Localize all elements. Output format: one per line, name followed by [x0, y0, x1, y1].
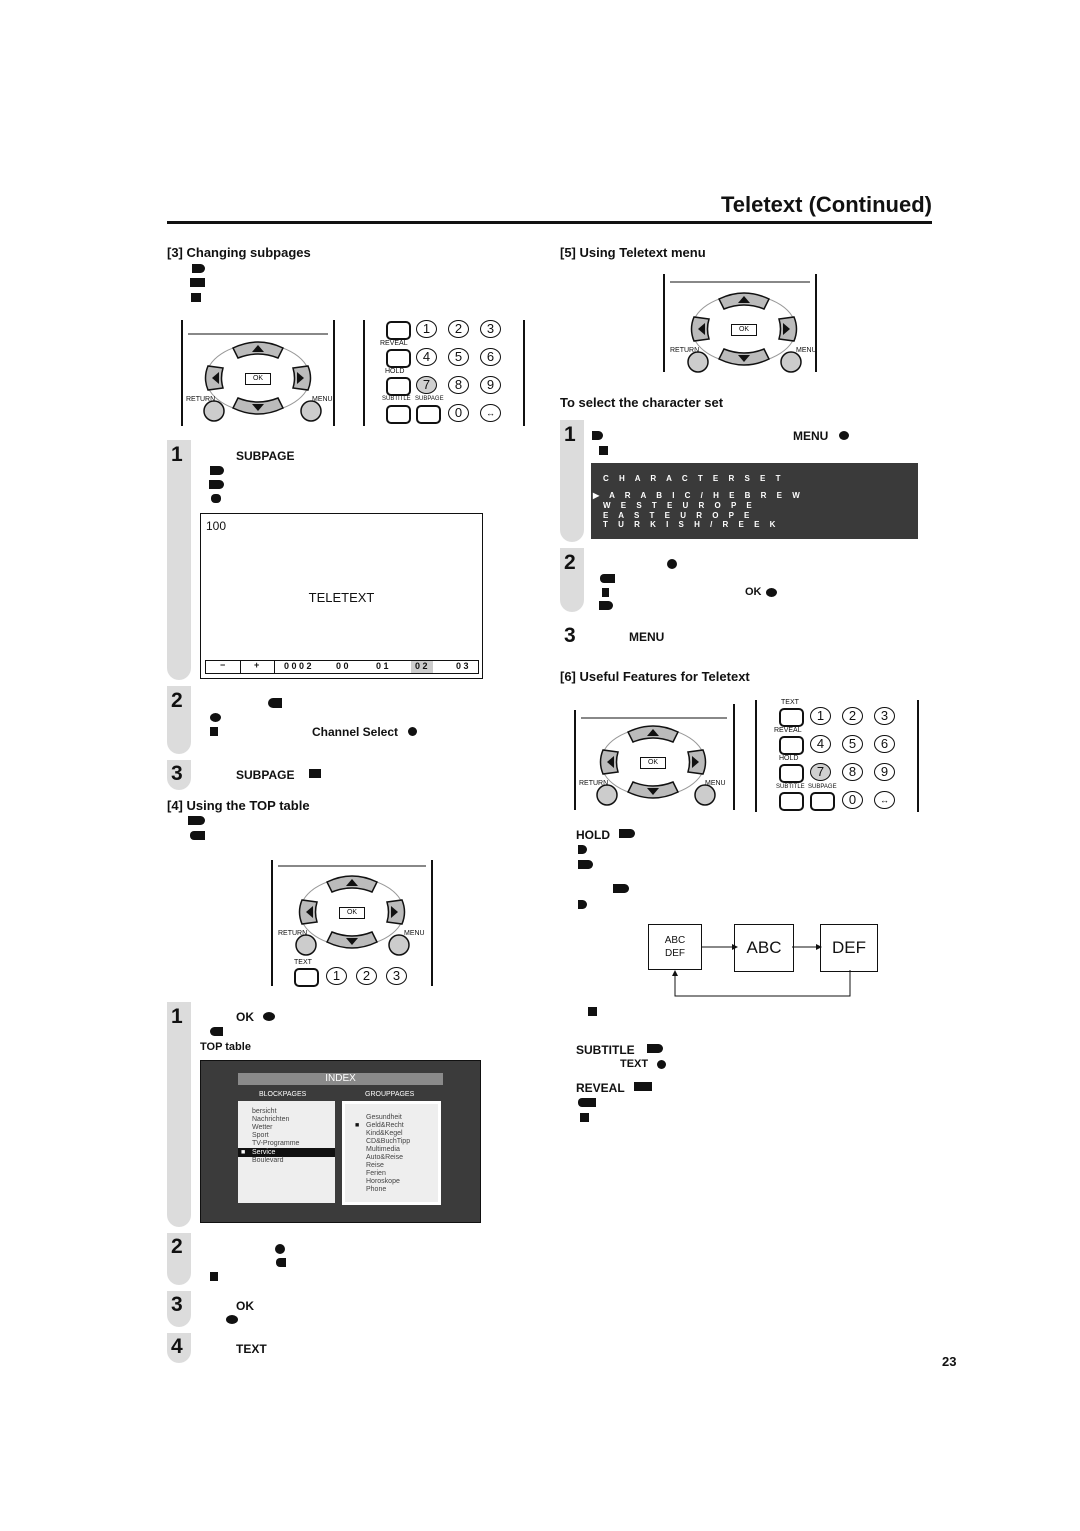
redacted-mark	[210, 1272, 218, 1281]
text-button	[294, 968, 319, 987]
ok-label: OK	[245, 373, 271, 385]
reveal-key-label: REVEAL	[576, 1081, 625, 1095]
reveal-button	[779, 736, 804, 755]
step-number: 4	[171, 1335, 183, 1358]
screen-label: TELETEXT	[308, 590, 375, 605]
ok-key-label: OK	[236, 1299, 254, 1313]
top-table-caption: TOP table	[200, 1041, 251, 1053]
remote-nav-illustration	[178, 318, 338, 428]
digit-5-button: 5	[448, 348, 469, 366]
step-number: 2	[564, 551, 576, 574]
list-item: Nachrichten	[252, 1116, 290, 1123]
redacted-mark	[210, 713, 221, 722]
redacted-mark	[209, 480, 224, 489]
ok-key-label: OK	[236, 1010, 254, 1024]
redacted-mark	[578, 1098, 596, 1107]
hold-button	[386, 377, 411, 396]
digit-3-button: 3	[874, 707, 895, 725]
digit-7-button: 7	[416, 376, 437, 394]
subpage-item: 0 1	[376, 661, 389, 671]
top-table-index	[200, 1060, 481, 1223]
list-item: bersicht	[252, 1108, 277, 1115]
redacted-mark	[268, 698, 282, 708]
redacted-mark	[188, 816, 205, 825]
list-item: Sport	[252, 1132, 269, 1139]
menu-item: E A S T E U R O P E	[603, 511, 754, 520]
list-item: Horoskope	[366, 1178, 400, 1185]
digit-4-button: 4	[810, 735, 831, 753]
return-label: RETURN	[278, 930, 308, 937]
list-item: Wetter	[252, 1124, 273, 1131]
redacted-mark	[647, 1044, 663, 1053]
redacted-mark	[634, 1082, 652, 1091]
subpage-label: SUBPAGE	[415, 396, 444, 402]
step-bar	[167, 1002, 191, 1227]
subpage-button	[416, 405, 441, 424]
step-number: 3	[171, 762, 183, 785]
subpage-label: SUBPAGE	[808, 784, 837, 790]
menu-key-label: MENU	[629, 630, 665, 644]
digit-9-button: 9	[480, 376, 501, 394]
subpage-item-current: 0 2	[415, 661, 428, 671]
redacted-mark	[766, 588, 777, 597]
step-number: 2	[171, 1235, 183, 1258]
redacted-mark	[263, 1012, 275, 1021]
digit-8-button: 8	[842, 763, 863, 781]
step-bar	[167, 440, 191, 680]
redacted-mark	[190, 831, 205, 840]
blank-button	[386, 321, 411, 340]
redacted-mark	[191, 293, 201, 302]
list-item: Boulevard	[252, 1157, 284, 1164]
redacted-mark	[309, 769, 321, 778]
digit-4-button: 4	[416, 348, 437, 366]
redacted-mark	[600, 574, 615, 583]
redacted-mark	[588, 1007, 597, 1016]
remote-features-nav-illustration	[571, 702, 741, 812]
menu-label: MENU	[312, 396, 333, 403]
step-number: 2	[171, 689, 183, 712]
remote-features-keypad-illustration	[752, 698, 922, 814]
hold-label: HOLD	[779, 755, 799, 762]
digit-1-button: 1	[326, 967, 347, 985]
return-label: RETURN	[579, 780, 609, 787]
redacted-mark	[275, 1244, 285, 1254]
digit-2-button: 2	[356, 967, 377, 985]
text-label: TEXT	[781, 699, 799, 706]
digit-3-button: 3	[480, 320, 501, 338]
character-set-subheading: To select the character set	[560, 395, 724, 410]
subtitle-label: SUBTITLE	[776, 784, 805, 790]
teletext-screen	[200, 513, 483, 679]
digit-5-button: 5	[842, 735, 863, 753]
bottom-half-box: DEF	[820, 924, 878, 972]
diagram-line-2: DEF	[665, 948, 685, 959]
redacted-mark	[613, 884, 629, 893]
grouppages-header: GROUPPAGES	[365, 1091, 415, 1098]
subpage-count: 0 0 0 2	[284, 661, 312, 671]
redacted-mark	[657, 1060, 666, 1069]
redacted-mark	[839, 431, 849, 440]
menu-label: MENU	[705, 780, 726, 787]
list-item: Reise	[366, 1162, 384, 1169]
menu-item: W E S T E U R O P E	[603, 501, 756, 510]
menu-title: C H A R A C T E R S E T	[603, 474, 785, 483]
reveal-button	[386, 349, 411, 368]
list-item: Ferien	[366, 1170, 386, 1177]
redacted-mark	[592, 431, 603, 440]
digit-8-button: 8	[448, 376, 469, 394]
redacted-mark	[578, 860, 593, 869]
diagram-line-1: ABC	[664, 935, 686, 946]
digit-9-button: 9	[874, 763, 895, 781]
redacted-mark	[599, 601, 613, 610]
list-item-selected: Geld&Recht	[366, 1122, 404, 1129]
digit-6-button: 6	[480, 348, 501, 366]
redacted-mark	[226, 1315, 238, 1324]
plus-icon: +	[254, 660, 260, 670]
hold-label: HOLD	[385, 368, 405, 375]
remote-menu-illustration	[660, 272, 820, 382]
list-item: TV-Programme	[252, 1140, 300, 1147]
redacted-mark	[602, 588, 609, 597]
section-5-heading: [5] Using Teletext menu	[560, 245, 706, 260]
digit-3-button: 3	[386, 967, 407, 985]
digit-0-button: 0	[448, 404, 469, 422]
text-button	[779, 708, 804, 727]
remote-top-illustration	[268, 858, 436, 988]
hold-key-label: HOLD	[576, 828, 610, 842]
cycle-arrows	[640, 920, 890, 1000]
selected-marker-icon: ■	[241, 1149, 246, 1156]
menu-label: MENU	[404, 930, 425, 937]
redacted-mark	[192, 264, 205, 273]
list-item: Kind&Kegel	[366, 1130, 403, 1137]
subpage-bar	[205, 660, 479, 674]
blockpages-header: BLOCKPAGES	[259, 1091, 307, 1098]
step-number: 1	[564, 423, 576, 446]
ok-label: OK	[731, 324, 757, 336]
digit-2-button: 2	[448, 320, 469, 338]
ok-key-label: OK	[745, 586, 762, 598]
subtitle-button	[386, 405, 411, 424]
redacted-mark	[210, 727, 218, 736]
subtitle-key-label: SUBTITLE	[576, 1043, 635, 1057]
step-number: 1	[171, 1005, 183, 1028]
blockpages-list	[238, 1101, 335, 1203]
page-number: 23	[942, 1354, 957, 1369]
menu-item-selected: ▶ A R A B I C / H E B R E W	[593, 491, 804, 500]
swap-icon: ↔	[874, 791, 895, 809]
redacted-mark	[211, 494, 221, 503]
return-label: RETURN	[670, 347, 700, 354]
remote-features-keypad-frame	[752, 698, 922, 814]
subpage-item: 0 3	[456, 661, 469, 671]
redacted-mark	[190, 278, 205, 287]
remote-keypad-illustration	[360, 318, 528, 428]
subpage-button	[810, 792, 835, 811]
step-number: 3	[564, 624, 576, 647]
digit-7-button: 7	[810, 763, 831, 781]
reveal-label: REVEAL	[380, 340, 408, 347]
grouppages-list	[342, 1101, 441, 1205]
index-title: INDEX	[238, 1073, 443, 1085]
character-set-menu	[591, 463, 918, 539]
redacted-mark	[578, 845, 587, 854]
redacted-mark	[580, 1113, 589, 1122]
list-item: CD&BuchTipp	[366, 1138, 411, 1145]
list-item: Gesundheit	[366, 1114, 402, 1121]
digit-2-button: 2	[842, 707, 863, 725]
list-item-selected: Service	[252, 1149, 276, 1156]
redacted-mark	[276, 1258, 286, 1267]
digit-0-button: 0	[842, 791, 863, 809]
step-number: 3	[171, 1293, 183, 1316]
subpage-key-label: SUBPAGE	[236, 449, 295, 463]
text-key-label: TEXT	[236, 1342, 267, 1356]
subpage-key-label: SUBPAGE	[236, 768, 295, 782]
list-item: Auto&Reise	[366, 1154, 403, 1161]
redacted-mark	[578, 900, 587, 909]
subtitle-label: SUBTITLE	[382, 396, 411, 402]
header-rule	[167, 221, 932, 224]
subpage-item: 0 0	[336, 661, 349, 671]
text-key-label: TEXT	[620, 1058, 649, 1070]
section-4-heading: [4] Using the TOP table	[167, 798, 310, 813]
list-item: Multimedia	[366, 1146, 400, 1153]
text-label: TEXT	[294, 959, 312, 966]
menu-item: T U R K I S H / R E E K	[603, 520, 780, 529]
ok-label: OK	[640, 757, 666, 769]
digit-1-button: 1	[416, 320, 437, 338]
remote-top-graphic	[268, 858, 436, 988]
return-label: RETURN	[186, 396, 216, 403]
step-number: 1	[171, 443, 183, 466]
list-item: Phone	[366, 1186, 387, 1193]
digit-6-button: 6	[874, 735, 895, 753]
selected-marker-icon: ■	[355, 1122, 360, 1129]
minus-icon: −	[220, 660, 226, 670]
redacted-mark	[210, 1027, 223, 1036]
page-title: Teletext (Continued)	[720, 192, 932, 217]
subtitle-button	[779, 792, 804, 811]
reveal-label: REVEAL	[774, 727, 802, 734]
digit-1-button: 1	[810, 707, 831, 725]
menu-label: MENU	[796, 347, 817, 354]
section-6-heading: [6] Useful Features for Teletext	[560, 669, 750, 684]
hold-button	[779, 764, 804, 783]
redacted-mark	[408, 727, 417, 736]
redacted-mark	[210, 466, 224, 475]
menu-key-label: MENU	[793, 429, 829, 443]
redacted-mark	[599, 446, 608, 455]
ok-label: OK	[339, 907, 365, 919]
channel-select-label: Channel Select	[312, 725, 399, 739]
screen-page-number: 100	[206, 519, 227, 533]
top-half-box: ABC	[734, 924, 794, 972]
section-3-heading: [3] Changing subpages	[167, 245, 311, 260]
redacted-mark	[619, 829, 635, 838]
swap-icon: ↔	[480, 404, 501, 422]
redacted-mark	[667, 559, 677, 569]
